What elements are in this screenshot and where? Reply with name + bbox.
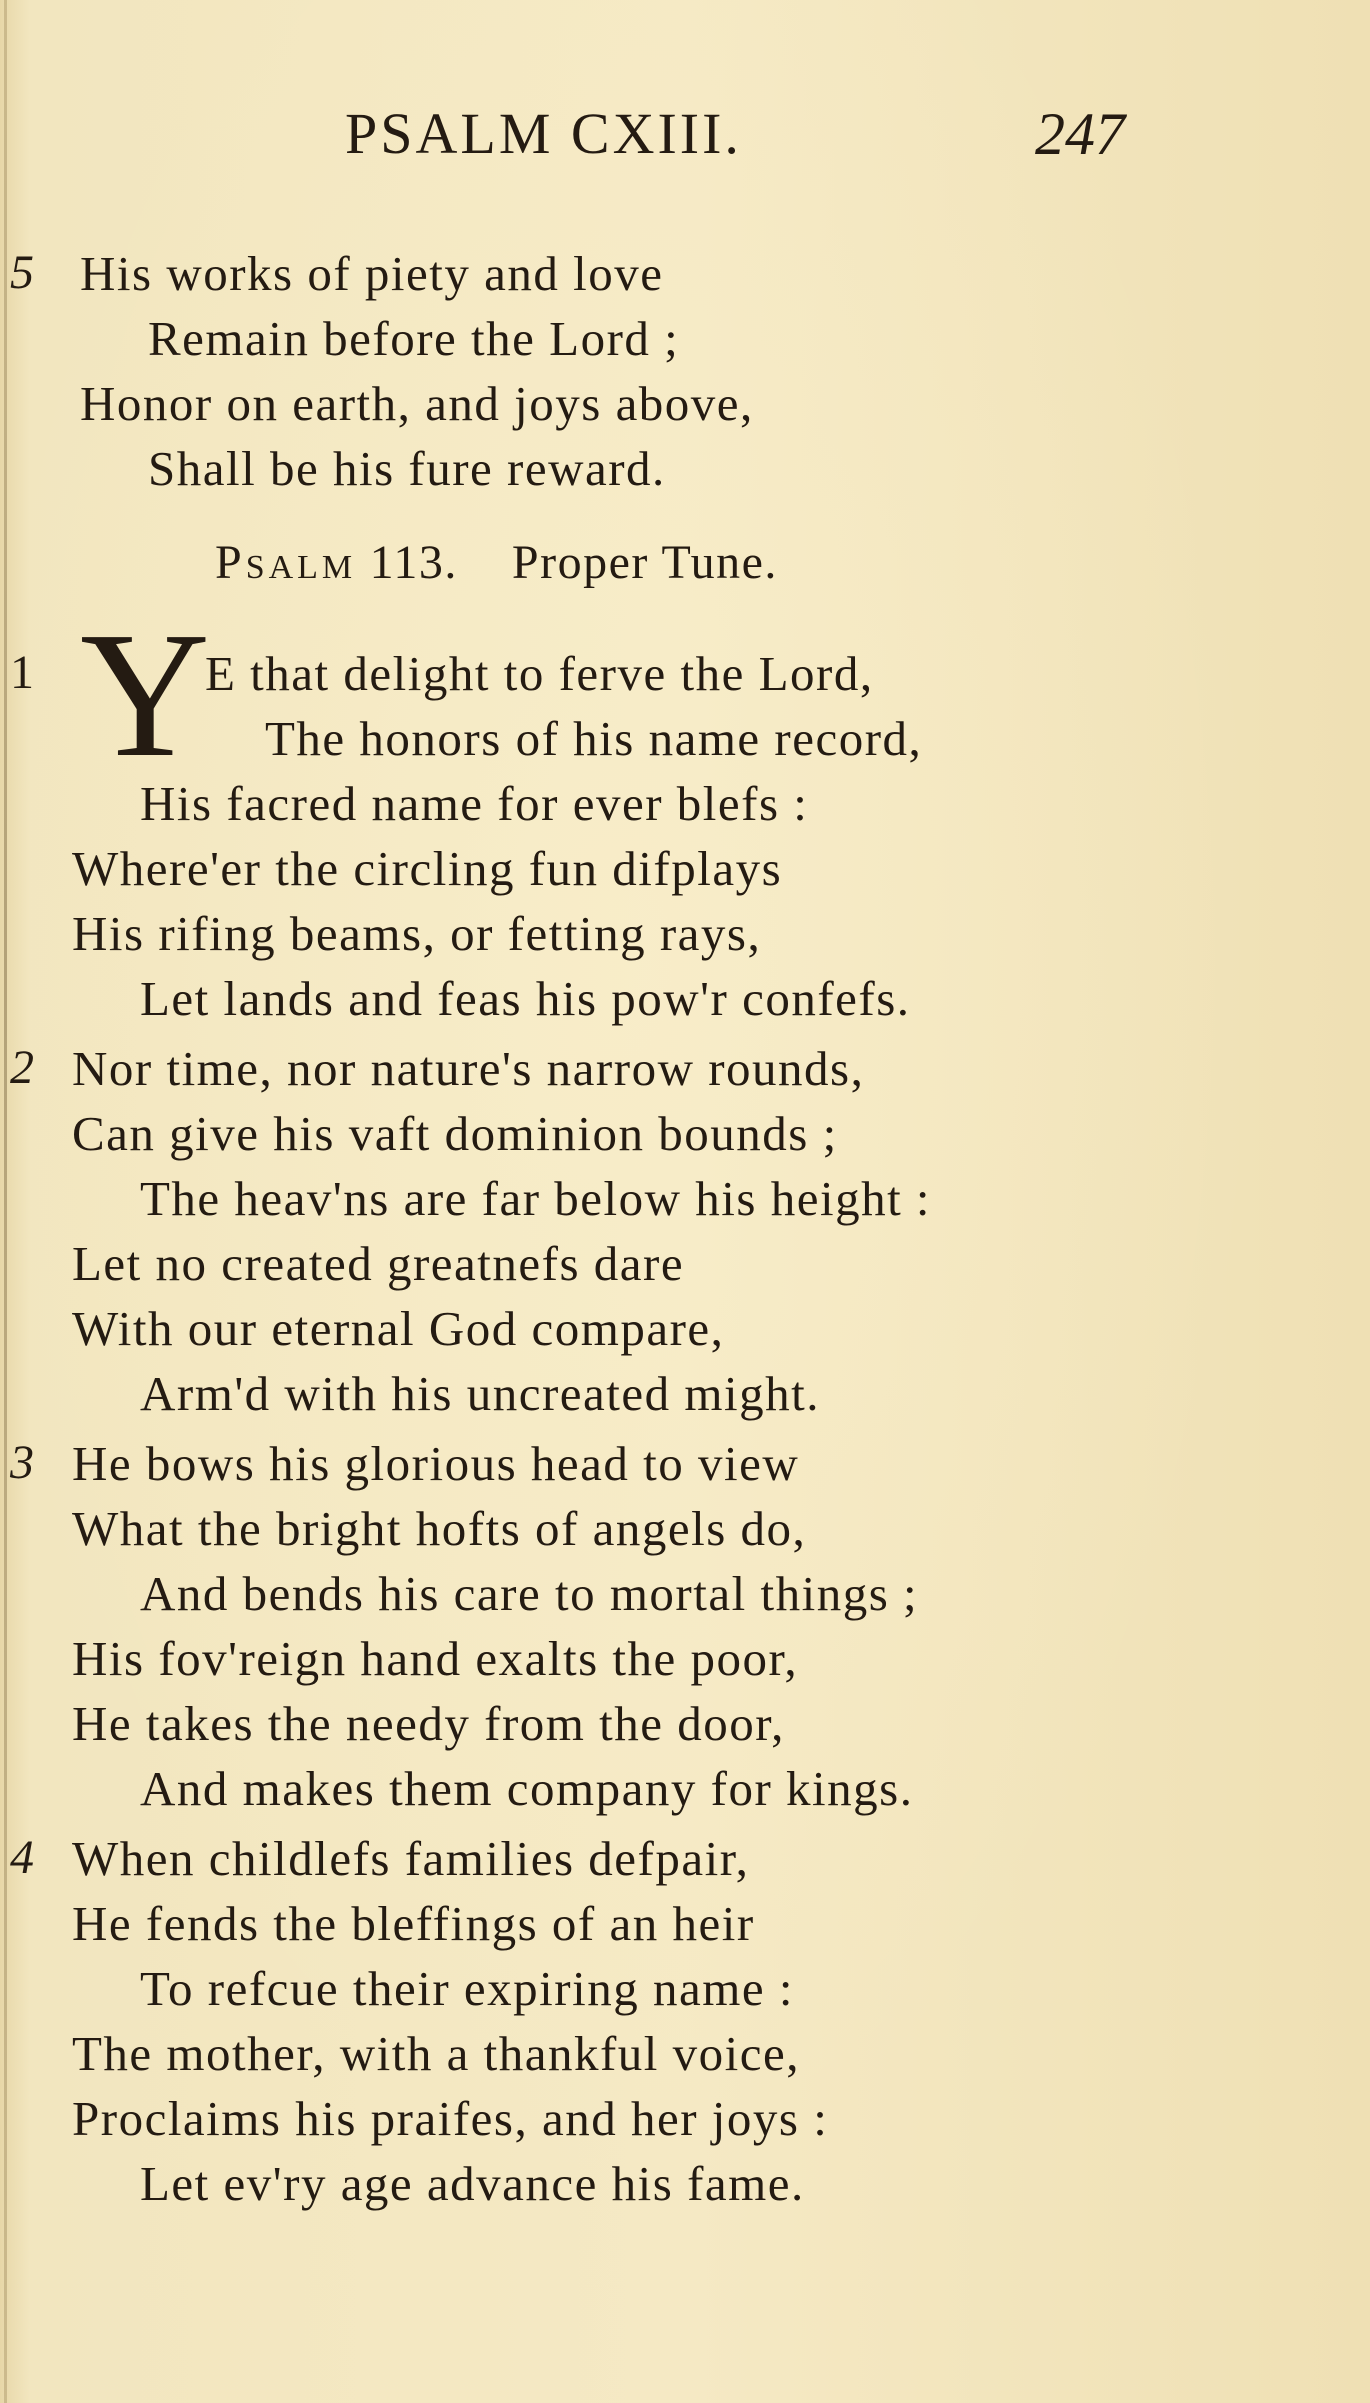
stanza-number: 4 [10, 1831, 34, 1884]
stanza-number: 5 [10, 246, 34, 299]
psalm-heading [215, 535, 778, 590]
psalm-number: 113. [369, 536, 458, 589]
psalm-label: Psalm [215, 536, 357, 589]
page-number: 247 [1035, 101, 1125, 167]
binding-gutter [4, 0, 7, 2403]
stanza-number: 2 [10, 1041, 34, 1094]
running-head: PSALM CXIII. [345, 101, 742, 166]
book-page: PSALM CXIII. 247 5 His works of piety and love Remain before the Lord ; Honor on earth, and joys above, Shall be his fure reward. Psalm 113. Proper Tune. 1 Y E that delight to ferve the Lord, The honors of his name record, His facred name for ever blefs : Where'er the circling fun difplays His rifing beams, or fetting rays, Let lands and feas his pow'r confefs. 2 Nor time, nor nature's narrow rounds, Can give his vaft dominion bounds ; The heav'ns are far below his height : Let no created greatnefs dare With our eternal God compare, Arm'd with his uncreated might. 3 He bows his glorious head to view What the bright hofts of angels do, And bends his care to mortal things ; His fov'reign hand exalts the poor, He takes the needy from the door, And makes them company for kings. 4 When childlefs families defpair, He fends the bleffings of an heir To refcue their expiring name : The mother, with a thankful voice, Proclaims his praifes, and her joys : Let ev'ry age advance his fame. [0, 0, 1370, 2403]
drop-cap: Y [80, 595, 210, 794]
stanza-number: 3 [10, 1436, 34, 1489]
page-header [0, 100, 1370, 180]
stanza-number: 1 [10, 646, 34, 699]
tune-label: Proper Tune. [511, 536, 778, 589]
